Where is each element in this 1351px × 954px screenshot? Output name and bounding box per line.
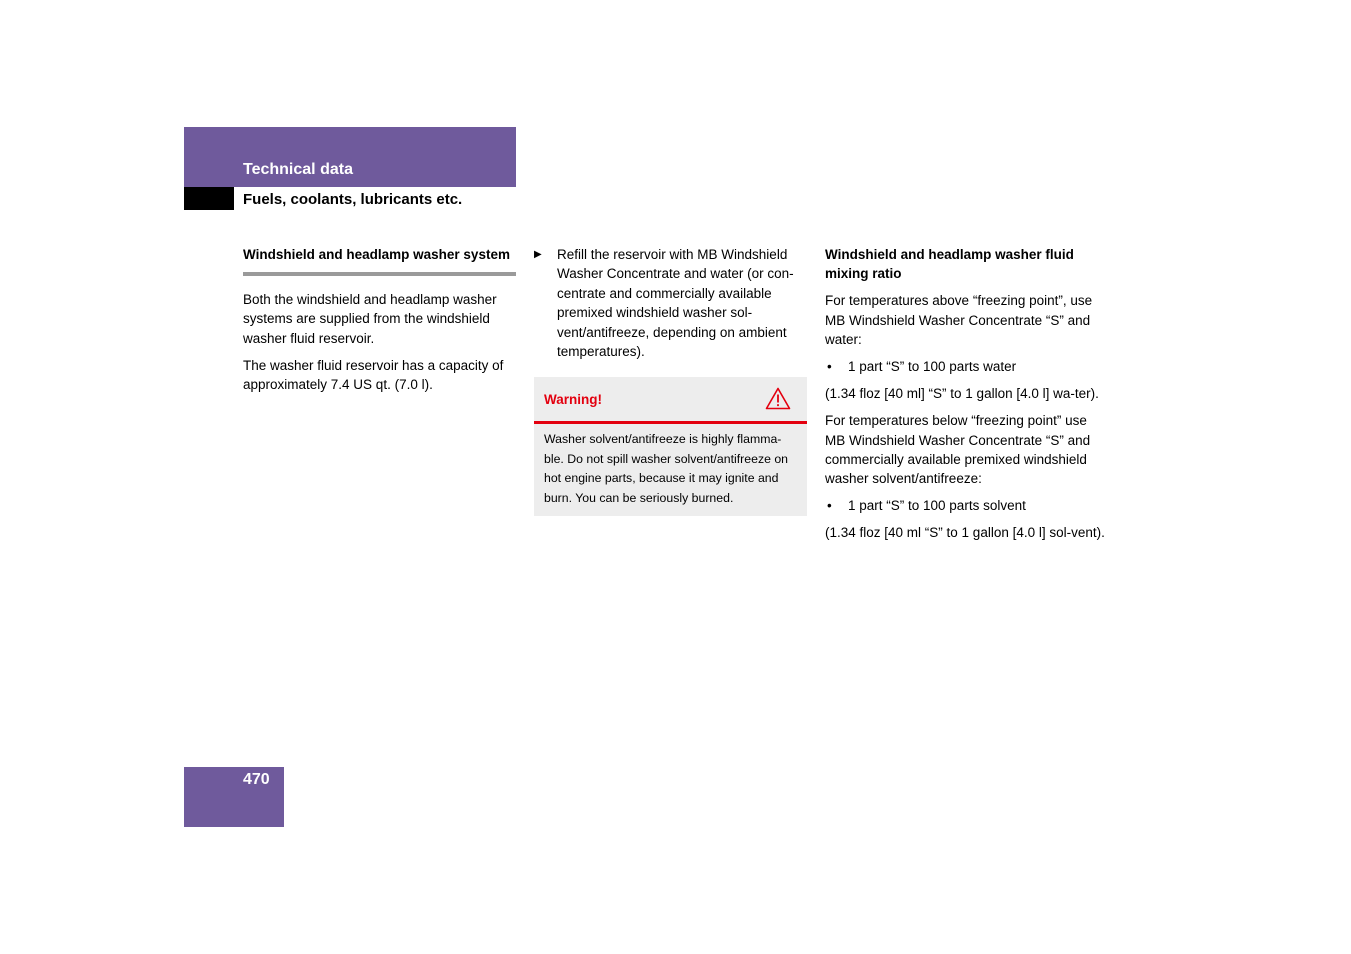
bullet-icon: • <box>827 498 832 514</box>
paragraph: The washer fluid reservoir has a capacity of approximately 7.4 US qt. (7.0 l). <box>243 357 504 393</box>
warning-title: Warning! <box>544 392 602 408</box>
section-heading-mixing-ratio: Windshield and headlamp washer fluid mixing ratio <box>825 247 1074 282</box>
warning-text: Washer solvent/antifreeze is highly flamma-ble. Do not spill washer solvent/antifreeze on hot engine parts, because it may ignite and burn. You can be seriously burned. <box>544 432 789 505</box>
column-middle <box>534 245 807 516</box>
section-subtitle: Fuels, coolants, lubricants etc. <box>243 191 463 208</box>
list-item-text: 1 part “S” to 100 parts water <box>848 359 1017 375</box>
instruction-step <box>534 245 807 361</box>
section-heading-washer-system: Windshield and headlamp washer system <box>243 247 510 262</box>
bullet-icon: • <box>827 359 832 375</box>
column-right <box>825 245 1105 550</box>
list-item-text: 1 part “S” to 100 parts solvent <box>848 498 1026 514</box>
warning-box <box>534 377 807 516</box>
paragraph: (1.34 floz [40 ml] “S” to 1 gallon [4.0 l] wa-ter). <box>825 386 1099 402</box>
column-left <box>243 245 516 402</box>
warning-header <box>534 377 807 424</box>
paragraph: For temperatures below “freezing point” use MB Windshield Washer Concentrate “S” and commercially available premixed windshield washer solvent/antifreeze: <box>825 413 1091 487</box>
section-tab-marker <box>184 187 234 210</box>
list-item <box>825 357 1105 376</box>
triangle-right-icon: ▶ <box>534 249 542 260</box>
paragraph: Both the windshield and headlamp washer systems are supplied from the windshield washer fluid reservoir. <box>243 292 497 346</box>
page-number: 470 <box>243 771 270 788</box>
list-item <box>825 496 1105 515</box>
warning-triangle-icon <box>765 387 791 415</box>
paragraph: For temperatures above “freezing point”, use MB Windshield Washer Concentrate “S” and water: <box>825 293 1093 348</box>
heading-rule <box>243 272 516 276</box>
paragraph: (1.34 floz [40 ml “S” to 1 gallon [4.0 l] sol-vent). <box>825 525 1105 541</box>
instruction-text: Refill the reservoir with MB Windshield Washer Concentrate and water (or con-centrate and commercially available premixed windshield washer sol-vent/antifreeze, depending on ambient temperatures). <box>557 247 794 360</box>
page-title: Technical data <box>243 161 353 178</box>
